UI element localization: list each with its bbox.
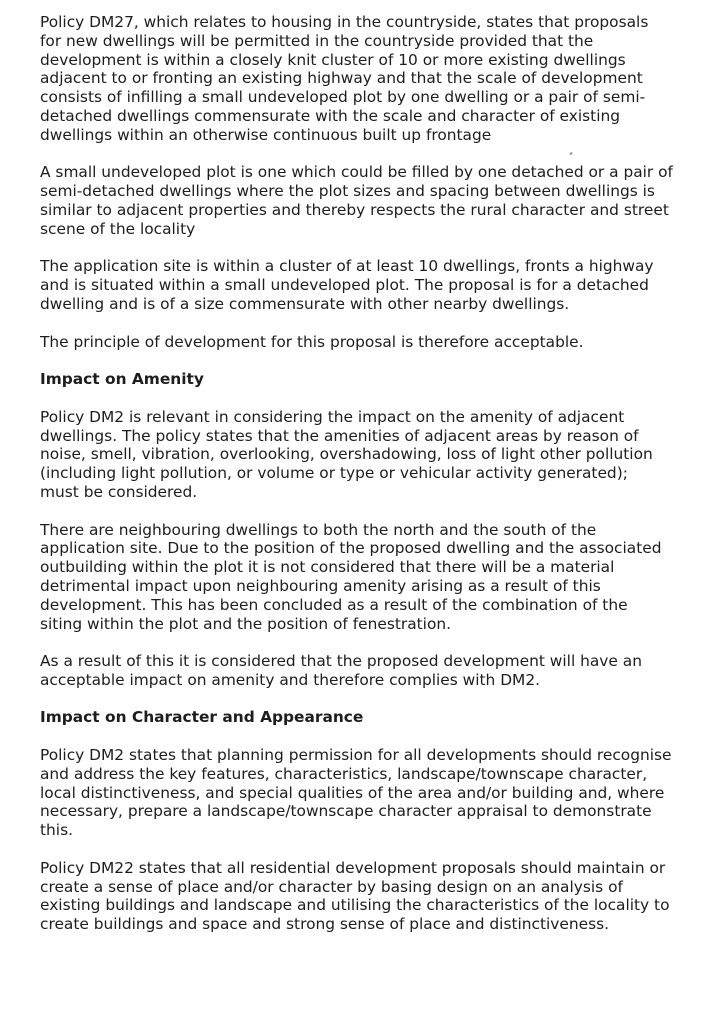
paragraph-application-site: The application site is within a cluster of at least 10 dwellings, fronts a highway and is situated within a small undeveloped plot. The proposal is for a detached dwelling and is of a size commensurate with other nearby dwellings. [40, 257, 654, 313]
paragraph-principle-acceptable: The principle of development for this proposal is therefore acceptable. [40, 332, 584, 351]
paragraph-gap [40, 239, 690, 258]
paragraph-gap [40, 314, 690, 333]
paragraph-gap [40, 690, 690, 709]
paragraph-dm22-residential: Policy DM22 states that all residential development proposals should maintain or create a sense of place and/or character by basing design on an analysis of existing buildings and landscape and utilising the characteristics of the locality to create buildings and space and strong sense of place and distinctiveness. [40, 858, 670, 934]
paragraph-gap [40, 351, 690, 370]
paragraph-gap [40, 840, 690, 859]
paragraph-gap [40, 633, 690, 652]
paragraph-small-plot-definition: A small undeveloped plot is one which could be filled by one detached or a pair of semi-detached dwellings where the plot sizes and spacing between dwellings is similar to adjacent properties and thereby respects the rural character and street scene of the locality [40, 163, 673, 238]
paragraph-amenity-conclusion: As a result of this it is considered that the proposed development will have an acceptable impact on amenity and therefore complies with DM2. [40, 652, 642, 689]
paragraph-gap [40, 727, 690, 746]
paragraph-dm27-policy: Policy DM27, which relates to housing in the countryside, states that proposals for new dwellings will be permitted in the countryside provided that the development is within a closely knit cluster of 10 or more existing dwellings adjacent to or fronting an existing highway and that the scale of development consists of infilling a small undeveloped plot by one dwelling or a pair of semi- detached dwellings commensurate with the scale and character of existing dwellings within an otherwise continuous built up frontage [40, 13, 649, 144]
paragraph-gap [40, 389, 690, 408]
paragraph-neighbouring-dwellings: There are neighbouring dwellings to both the north and the south of the application site. Due to the position of the proposed dwelling and the associated outbuilding within the plot it is not considered that there will be a material detrimental impact upon neighbouring amenity arising as a result of this development. This has been concluded as a result of the combination of the siting within the plot and the position of fenestration. [40, 520, 662, 633]
paragraph-gap [40, 502, 690, 521]
heading-impact-on-amenity: Impact on Amenity [40, 370, 204, 389]
paragraph-dm2-amenity: Policy DM2 is relevant in considering the impact on the amenity of adjacent dwellings. The policy states that the amenities of adjacent areas by reason of noise, smell, vibration, overlooking, overshadowing, loss of light other pollution (including light pollution, or volume or type or vehicular activity generated); must be considered. [40, 407, 653, 501]
paragraph-dm2-character: Policy DM2 states that planning permission for all developments should recognise and address the key features, characteristics, landscape/townscape character, local distinctiveness, and special qualities of the area and/or building and, where necessary, prepare a landscape/townscape character appraisal to demonstrate this. [40, 746, 672, 840]
paragraph-gap [40, 145, 690, 164]
heading-impact-on-character: Impact on Character and Appearance [40, 708, 364, 727]
document-page [40, 13, 690, 934]
